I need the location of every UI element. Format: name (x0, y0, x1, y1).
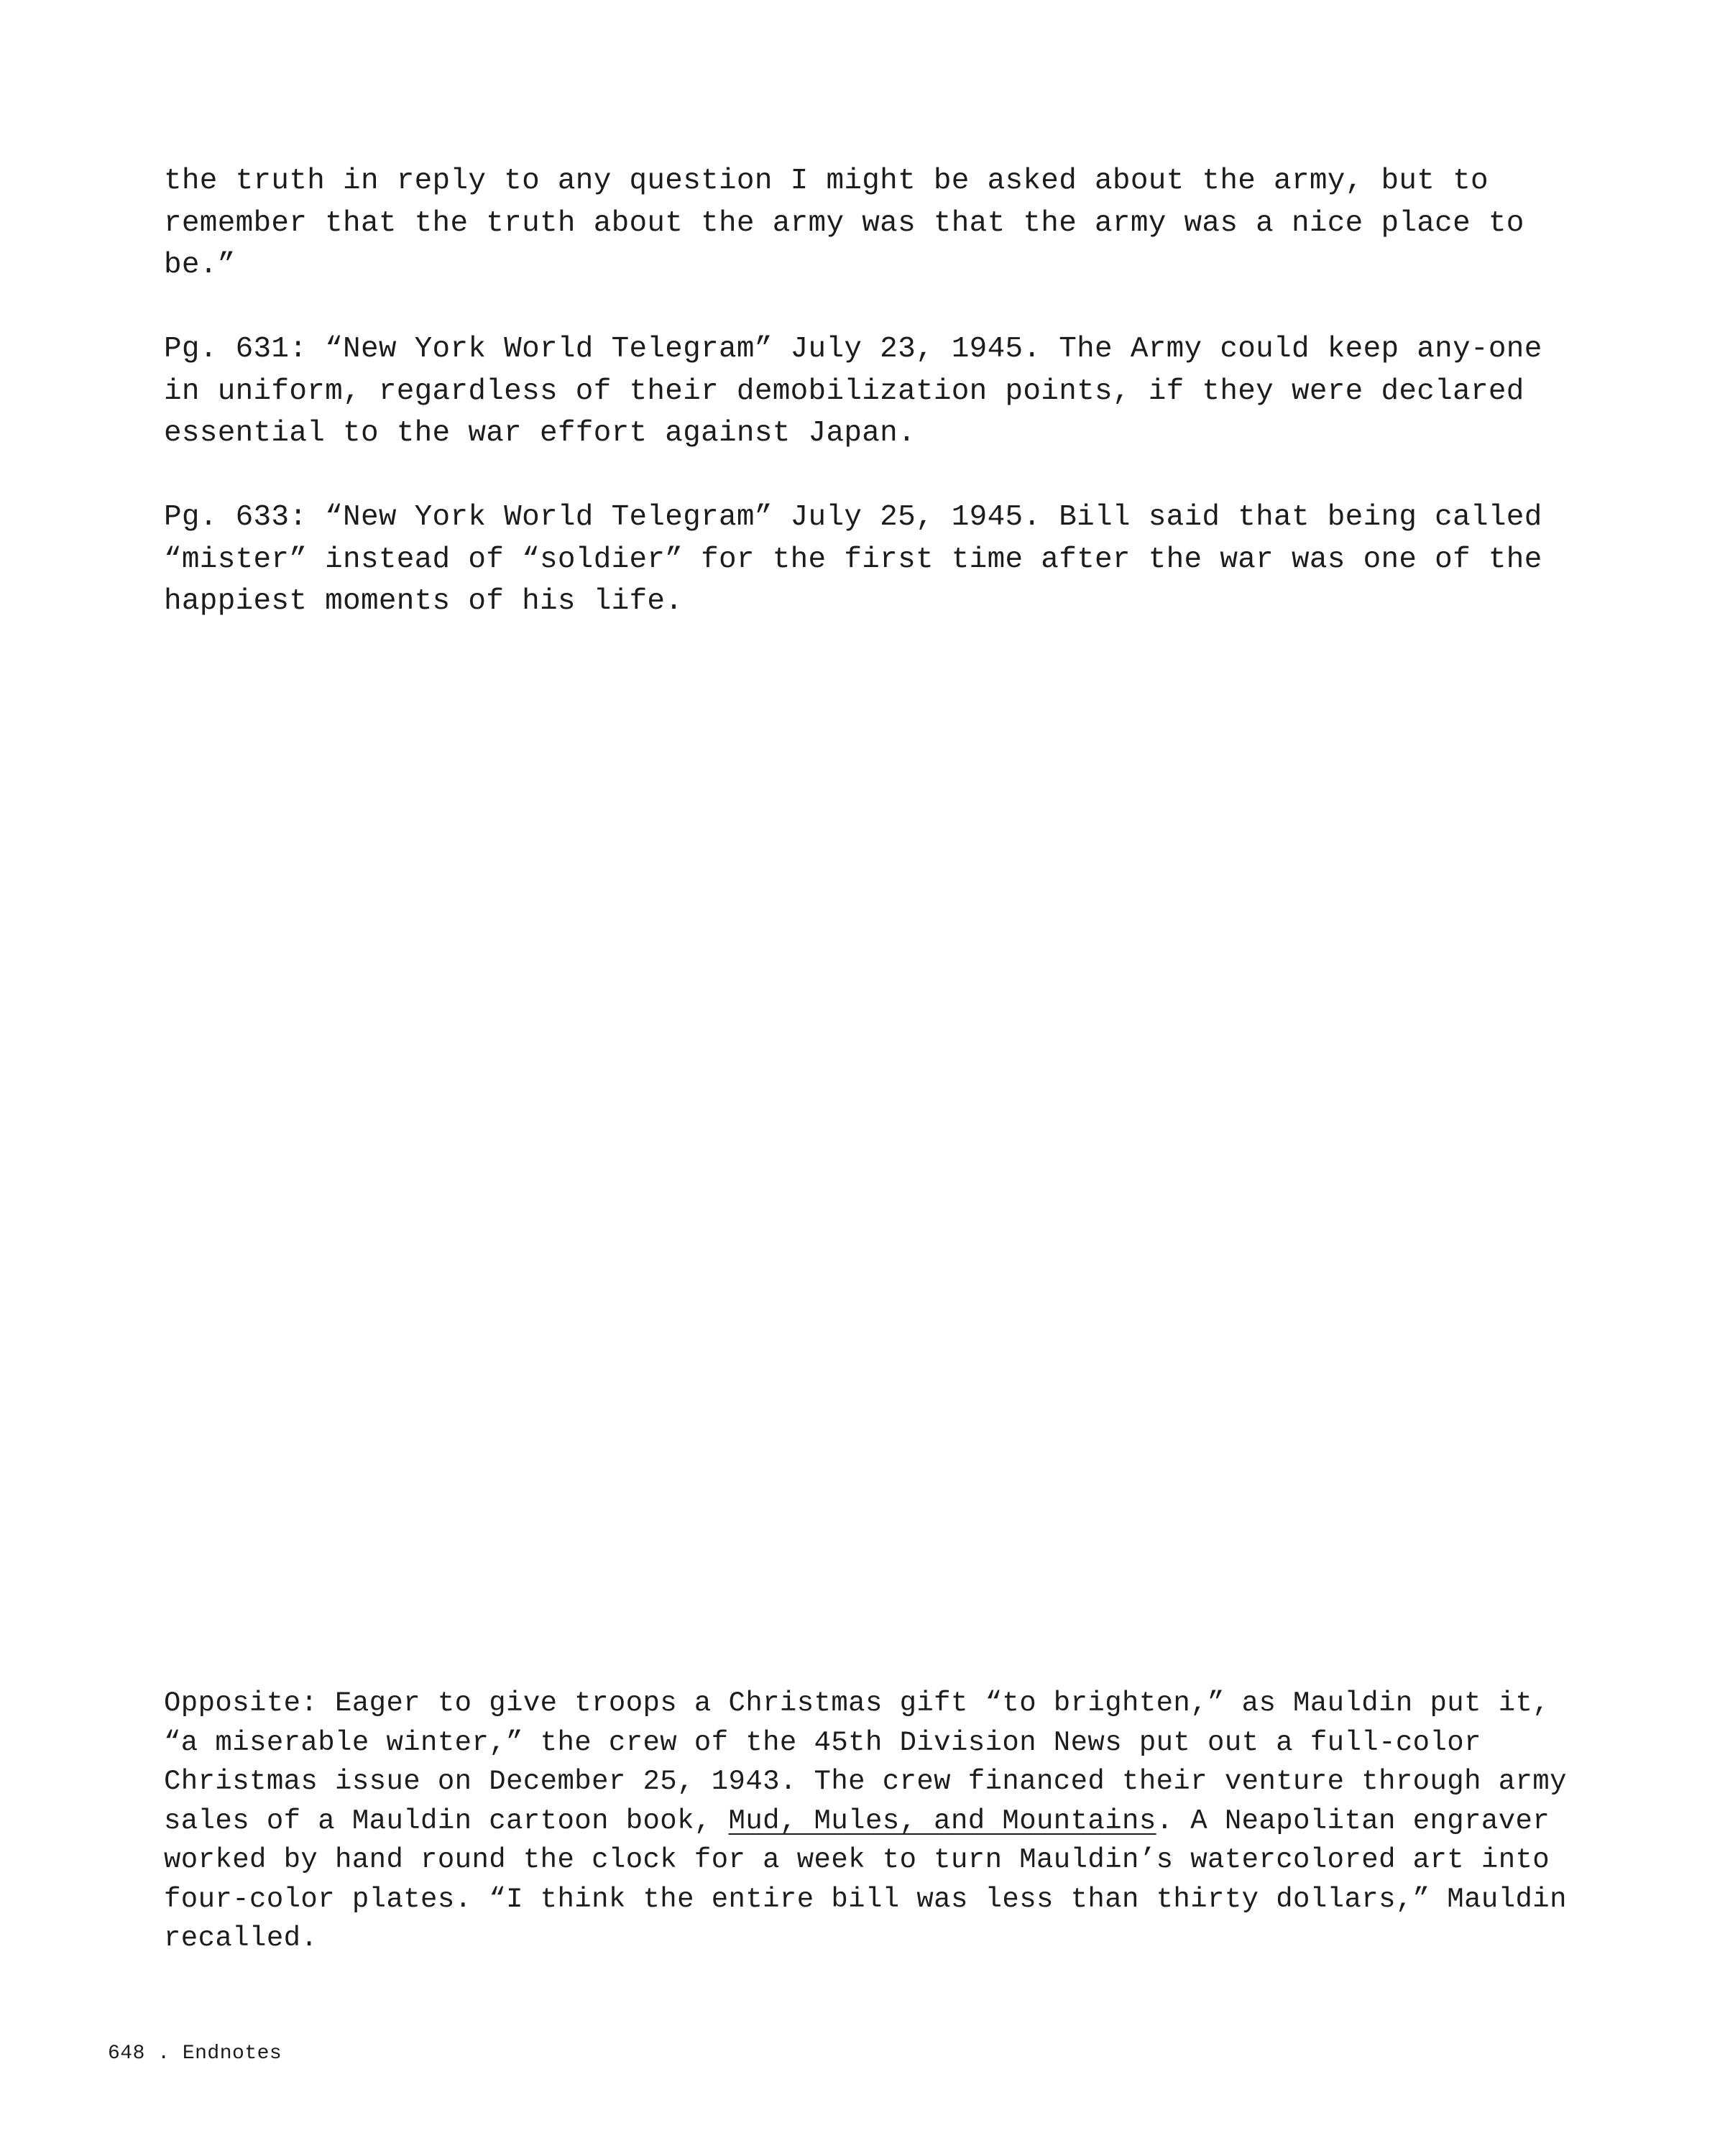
caption-text-after: . A Neapolitan engraver worked by hand round the clock for a week to turn Mauldin’s watercolored art into four-color plates. “I think the entire bill was less than thirty dollars,” Mauldin recalled. (164, 1805, 1567, 1954)
endnote-page-631: Pg. 631: “New York World Telegram” July 23, 1945. The Army could keep any-one in uniform, regardless of their demobilization points, if they were declared essential to the war effort against Japan. (164, 333, 1542, 450)
endnote-continuation: the truth in reply to any question I might be asked about the army, but to remember that the truth about the army was that the army was a nice place to be.” (164, 165, 1524, 282)
endnotes-section (164, 160, 1573, 665)
photo-caption (164, 1684, 1573, 1958)
endnote-page-633: Pg. 633: “New York World Telegram” July 25, 1945. Bill said that being called “mister” instead of “soldier” for the first time after the war was one of the happiest moments of his life. (164, 501, 1542, 618)
caption-paragraph (164, 1684, 1573, 1958)
caption-text-before: Opposite: Eager to give troops a Christmas gift “to brighten,” as Mauldin put it, “a miserable winter,” the crew of the 45th Division News put out a full-color Christmas issue on December 25, 1943. The crew financed their venture through army sales of a Mauldin cartoon book, (164, 1687, 1567, 1837)
book-title: Mud, Mules, and Mountains (728, 1805, 1156, 1837)
page-footer: 648 . Endnotes (108, 2042, 282, 2065)
